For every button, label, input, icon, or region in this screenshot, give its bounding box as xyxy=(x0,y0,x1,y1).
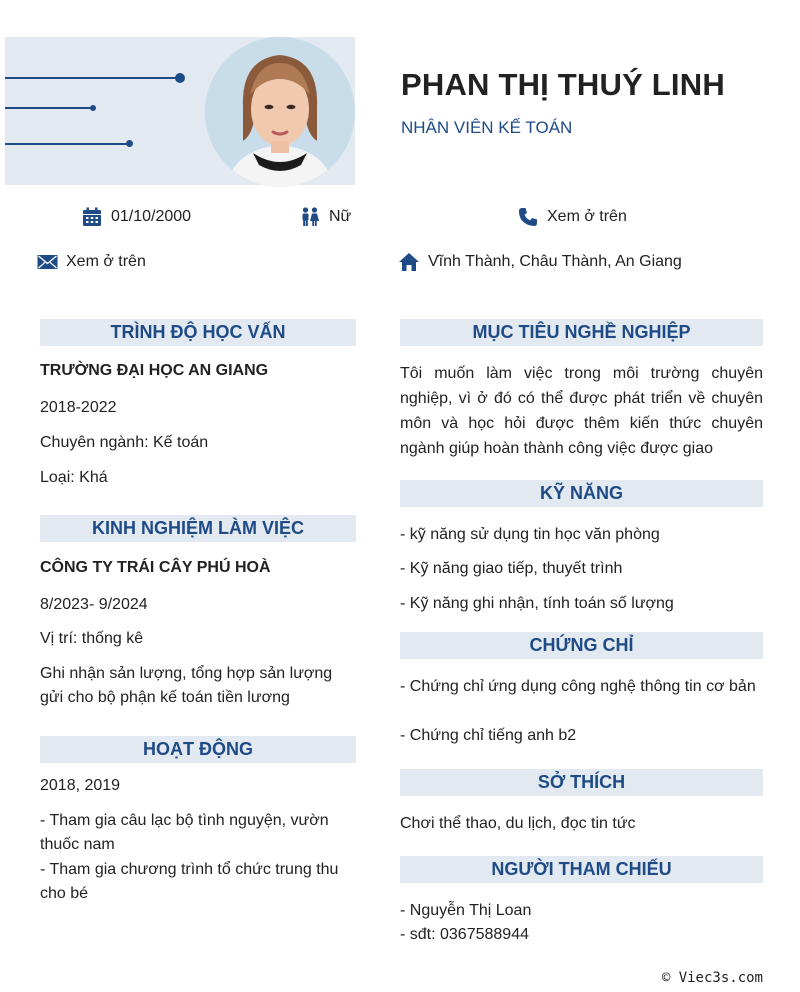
section-heading-skills: KỸ NĂNG xyxy=(400,480,763,507)
reference-item: - Nguyễn Thị Loan xyxy=(400,902,532,919)
profile-photo xyxy=(205,37,355,187)
decorative-line xyxy=(5,143,130,145)
education-grade: Loại: Khá xyxy=(40,469,108,486)
section-heading-certificates: CHỨNG CHỈ xyxy=(400,632,763,659)
birthday-value: 01/10/2000 xyxy=(111,208,192,225)
contact-email xyxy=(36,251,146,273)
decorative-line xyxy=(5,77,180,79)
gender-value: Nữ xyxy=(329,208,352,225)
candidate-name: PHAN THỊ THUÝ LINH xyxy=(401,67,725,102)
education-years: 2018-2022 xyxy=(40,399,117,416)
contact-address xyxy=(398,251,682,273)
decorative-dot xyxy=(90,105,96,111)
section-heading-experience: KINH NGHIỆM LÀM VIỆC xyxy=(40,515,356,542)
job-title: NHÂN VIÊN KẾ TOÁN xyxy=(401,118,573,137)
education-major: Chuyên ngành: Kế toán xyxy=(40,434,209,451)
contact-birthday xyxy=(81,206,191,228)
experience-company: CÔNG TY TRÁI CÂY PHÚ HOÀ xyxy=(40,559,271,576)
education-school: TRƯỜNG ĐẠI HỌC AN GIANG xyxy=(40,362,269,379)
section-heading-objective: MỤC TIÊU NGHỀ NGHIỆP xyxy=(400,319,763,346)
experience-position: Vị trí: thống kê xyxy=(40,630,144,647)
section-heading-hobbies: SỞ THÍCH xyxy=(400,769,763,796)
email-value: Xem ở trên xyxy=(66,253,146,270)
objective-text: Tôi muốn làm việc trong môi trường chuyên nghiệp, vì ở đó có thể được phát triển về chuyên môn và học hỏi được thêm kiến thức chuyên ngành giúp hoàn thành công việc được giao xyxy=(400,365,763,457)
footer-copyright: © Viec3s.com xyxy=(661,970,763,986)
section-heading-activities: HOẠT ĐỘNG xyxy=(40,736,356,763)
home-icon xyxy=(398,251,420,273)
section-heading-references: NGƯỜI THAM CHIẾU xyxy=(400,856,763,883)
section-heading-education: TRÌNH ĐỘ HỌC VẤN xyxy=(40,319,356,346)
phone-icon xyxy=(517,206,539,228)
activity-item: - Tham gia câu lạc bộ tình nguyện, vườn thuốc nam xyxy=(40,812,329,853)
calendar-icon xyxy=(81,206,103,228)
certificate-item: - Chứng chỉ ứng dụng công nghệ thông tin cơ bản xyxy=(400,678,756,695)
experience-period: 8/2023- 9/2024 xyxy=(40,596,148,613)
skill-item: - kỹ năng sử dụng tin học văn phòng xyxy=(400,526,660,543)
phone-value: Xem ở trên xyxy=(547,208,627,225)
decorative-dot xyxy=(126,140,133,147)
hobbies-text: Chơi thể thao, du lịch, đọc tin tức xyxy=(400,815,636,832)
address-value: Vĩnh Thành, Châu Thành, An Giang xyxy=(428,253,682,270)
mail-icon xyxy=(36,251,58,273)
contact-phone xyxy=(517,206,627,228)
skill-item: - Kỹ năng ghi nhận, tính toán số lượng xyxy=(400,595,674,612)
gender-icon xyxy=(299,206,321,228)
experience-description: Ghi nhận sản lượng, tổng hợp sản lượng gửi cho bộ phận kế toán tiền lương xyxy=(40,665,333,706)
contact-gender xyxy=(299,206,351,228)
reference-item: - sđt: 0367588944 xyxy=(400,926,529,943)
decorative-dot xyxy=(175,73,185,83)
decorative-line xyxy=(5,107,93,109)
skill-item: - Kỹ năng giao tiếp, thuyết trình xyxy=(400,560,623,577)
activities-years: 2018, 2019 xyxy=(40,777,121,794)
certificate-item: - Chứng chỉ tiếng anh b2 xyxy=(400,727,577,744)
activity-item: - Tham gia chương trình tổ chức trung thu cho bé xyxy=(40,861,339,902)
